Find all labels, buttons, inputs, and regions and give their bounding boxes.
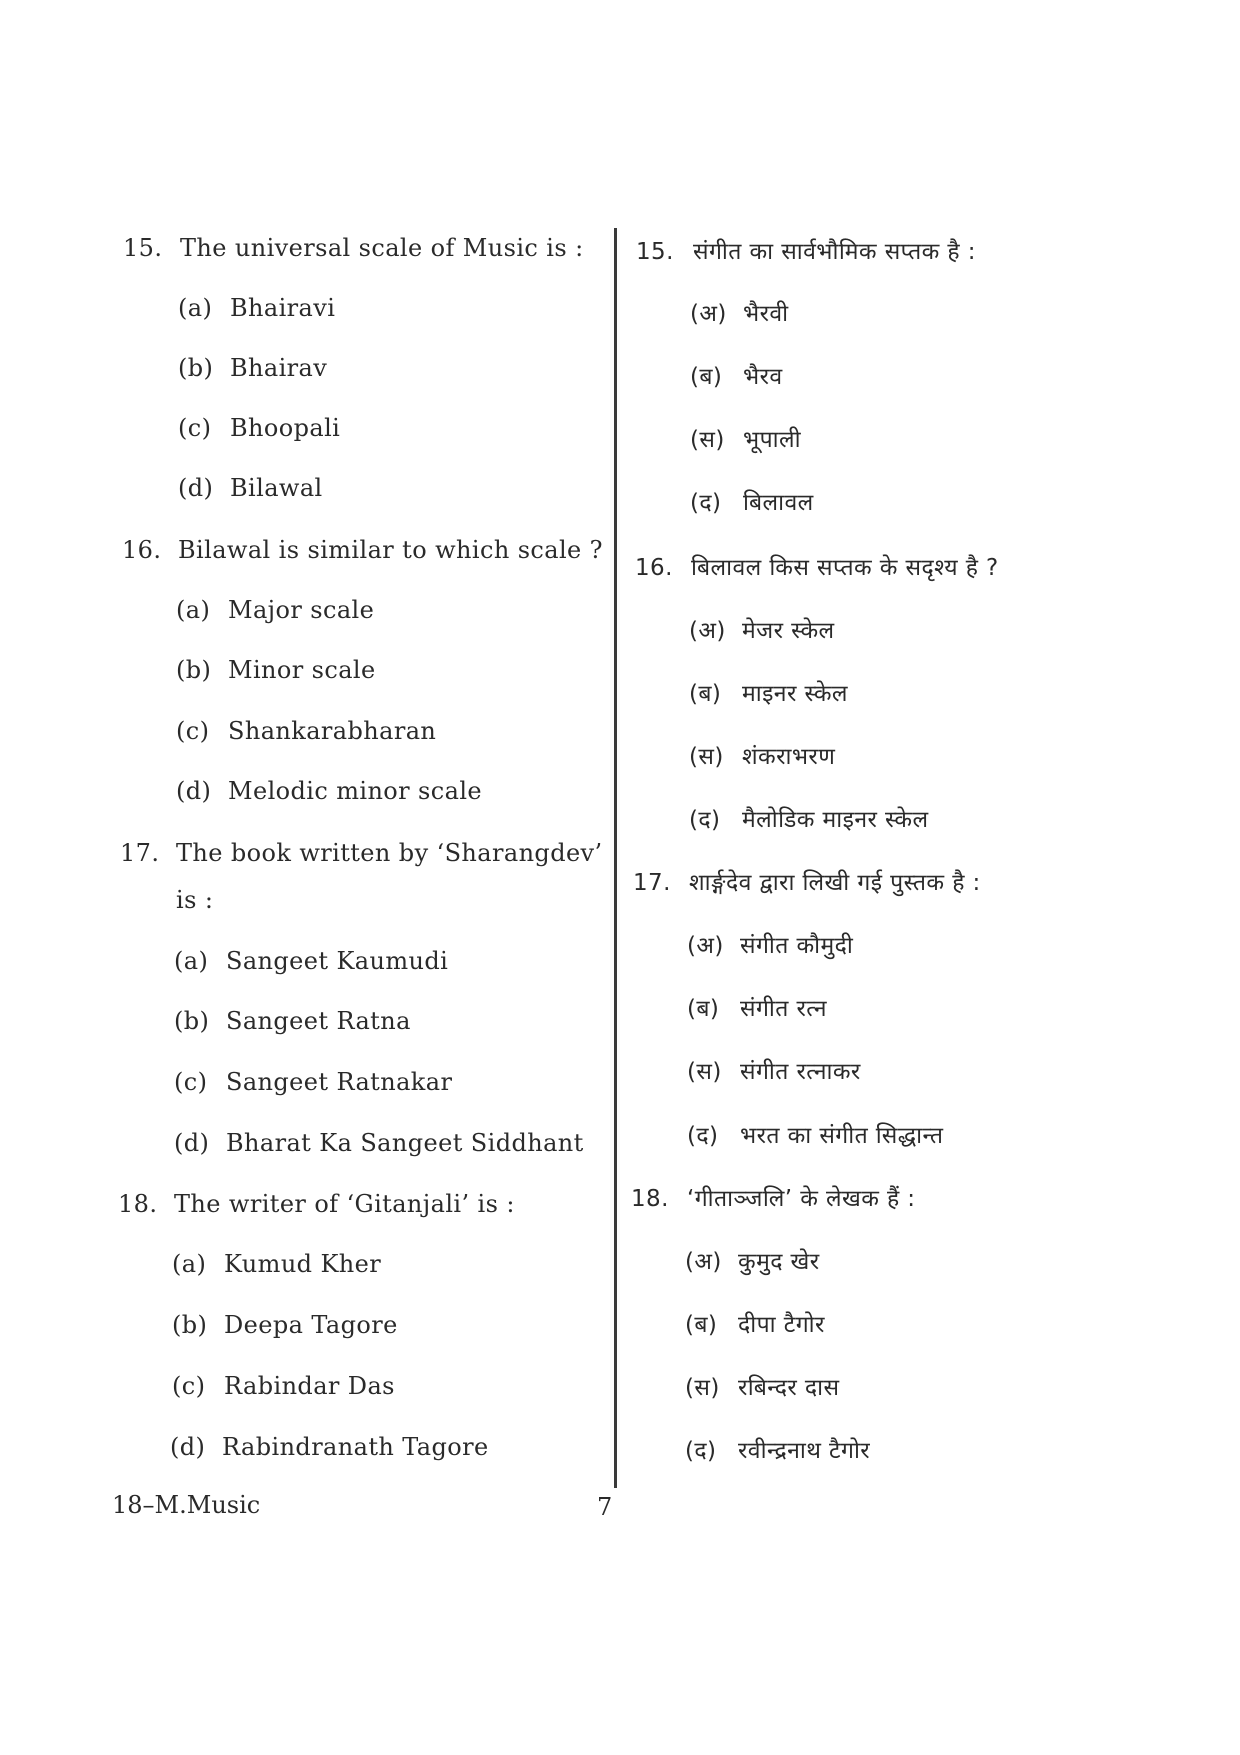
option-text: Sangeet Kaumudi [226, 947, 449, 975]
option-text: रवीन्द्रनाथ टैगोर [738, 1438, 871, 1464]
option-label: (द) [689, 807, 721, 833]
option-text: बिलावल [743, 490, 814, 516]
option-text: Rabindar Das [224, 1372, 395, 1400]
question-number: 18. [631, 1186, 669, 1212]
option-label: (c) [178, 414, 212, 442]
question-number: 16. [122, 536, 162, 564]
option-label: (अ) [690, 301, 727, 327]
footer-paper-code: 18–M.Music [112, 1491, 261, 1519]
option-text: Bhairav [230, 354, 328, 382]
option-text: Major scale [228, 596, 375, 624]
option-label: (c) [172, 1372, 206, 1400]
option-text: Melodic minor scale [228, 777, 482, 805]
option-label: (d) [170, 1433, 206, 1461]
option-text: Bhoopali [230, 414, 341, 442]
option-text: मैलोडिक माइनर स्केल [742, 807, 929, 833]
option-label: (d) [178, 474, 214, 502]
question-text-continued: is : [176, 886, 214, 914]
option-label: (c) [174, 1068, 208, 1096]
question-number: 16. [635, 555, 673, 581]
option-text: माइनर स्केल [742, 681, 848, 707]
option-text: शंकराभरण [742, 744, 836, 770]
option-label: (ब) [687, 996, 720, 1022]
option-text: भैरव [743, 364, 783, 390]
option-text: संगीत कौमुदी [740, 933, 854, 959]
option-label: (a) [176, 596, 211, 624]
option-label: (ब) [685, 1312, 718, 1338]
option-label: (c) [176, 717, 210, 745]
option-label: (ब) [689, 681, 722, 707]
question-text: संगीत का सार्वभौमिक सप्तक है : [693, 239, 976, 265]
option-label: (b) [178, 354, 214, 382]
question-text: The universal scale of Music is : [180, 234, 584, 262]
option-label: (अ) [687, 933, 724, 959]
option-text: कुमुद खेर [738, 1249, 820, 1275]
question-text: शार्ङ्गदेव द्वारा लिखी गई पुस्तक है : [689, 870, 981, 896]
option-text: भैरवी [743, 301, 789, 327]
option-label: (a) [172, 1250, 207, 1278]
question-text: ‘गीताञ्जलि’ के लेखक हैं : [687, 1186, 916, 1212]
option-text: भूपाली [743, 427, 801, 453]
question-number: 15. [123, 234, 163, 262]
option-text: Rabindranath Tagore [222, 1433, 489, 1461]
question-text: The book written by ‘Sharangdev’ [176, 839, 603, 867]
option-label: (b) [174, 1007, 210, 1035]
option-label: (द) [687, 1123, 719, 1149]
option-label: (ब) [690, 364, 723, 390]
option-label: (अ) [685, 1249, 722, 1275]
option-label: (स) [685, 1375, 720, 1401]
option-text: Bilawal [230, 474, 323, 502]
option-text: Deepa Tagore [224, 1311, 398, 1339]
option-label: (a) [174, 947, 209, 975]
option-label: (अ) [689, 618, 726, 644]
option-text: भरत का संगीत सिद्धान्त [740, 1123, 944, 1149]
question-text: बिलावल किस सप्तक के सदृश्य है ? [691, 555, 999, 581]
option-text: Minor scale [228, 656, 376, 684]
column-divider [614, 228, 617, 1488]
question-number: 18. [118, 1190, 158, 1218]
question-number: 17. [633, 870, 671, 896]
option-label: (d) [174, 1129, 210, 1157]
option-label: (द) [685, 1438, 717, 1464]
question-text: Bilawal is similar to which scale ? [178, 536, 603, 564]
option-text: Shankarabharan [228, 717, 437, 745]
option-text: दीपा टैगोर [738, 1312, 825, 1338]
question-text: The writer of ‘Gitanjali’ is : [174, 1190, 515, 1218]
option-text: मेजर स्केल [742, 618, 835, 644]
page-number: 7 [597, 1493, 613, 1521]
option-text: Sangeet Ratnakar [226, 1068, 453, 1096]
option-label: (स) [687, 1059, 722, 1085]
option-label: (स) [689, 744, 724, 770]
option-label: (a) [178, 294, 213, 322]
option-text: संगीत रत्न [740, 996, 827, 1022]
option-text: संगीत रत्नाकर [740, 1059, 861, 1085]
option-label: (b) [176, 656, 212, 684]
option-label: (b) [172, 1311, 208, 1339]
question-number: 15. [636, 239, 674, 265]
question-number: 17. [120, 839, 160, 867]
option-text: रबिन्दर दास [738, 1375, 840, 1401]
option-text: Bhairavi [230, 294, 336, 322]
option-text: Sangeet Ratna [226, 1007, 411, 1035]
option-text: Kumud Kher [224, 1250, 382, 1278]
option-label: (द) [690, 490, 722, 516]
option-text: Bharat Ka Sangeet Siddhant [226, 1129, 584, 1157]
option-label: (d) [176, 777, 212, 805]
option-label: (स) [690, 427, 725, 453]
